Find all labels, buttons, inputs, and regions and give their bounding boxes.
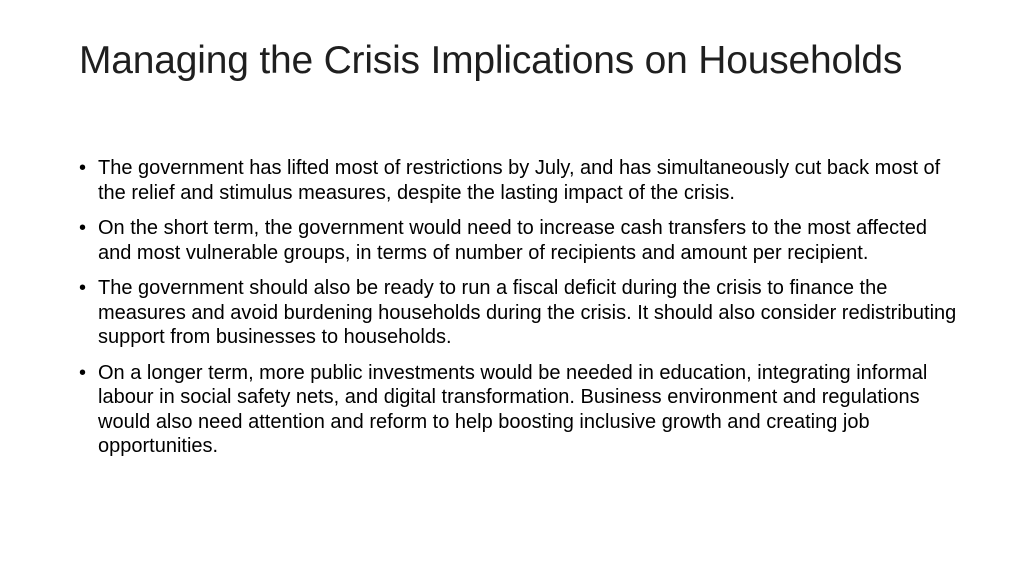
- bullet-item: [79, 361, 959, 459]
- bullet-dot-icon: •: [79, 217, 87, 239]
- bullet-item: [79, 216, 959, 265]
- bullet-text: The government should also be ready to run a fiscal deficit during the crisis to finance the measures and avoid burdening households during the crisis. It should also consider redistributing support from businesses to households.: [98, 277, 957, 348]
- bullet-dot-icon: •: [79, 361, 87, 384]
- bullet-item: [79, 276, 959, 350]
- bullet-text: On the short term, the government would need to increase cash transfers to the most affected and most vulnerable groups, in terms of number of recipients and amount per recipient.: [98, 217, 927, 264]
- bullet-item: [79, 156, 959, 205]
- bullet-list: [79, 156, 959, 470]
- slide-title: Managing the Crisis Implications on Households: [79, 39, 903, 82]
- bullet-text: On a longer term, more public investments would be needed in education, integrating informal labour in social safety nets, and digital transformation. Business environment and regulations would also need attention and reform to help boosting inclusive growth and creating job opportunities.: [98, 361, 928, 457]
- bullet-dot-icon: •: [79, 277, 87, 299]
- bullet-text: The government has lifted most of restrictions by July, and has simultaneously cut back most of the relief and stimulus measures, despite the lasting impact of the crisis.: [98, 157, 941, 204]
- bullet-dot-icon: •: [79, 157, 87, 179]
